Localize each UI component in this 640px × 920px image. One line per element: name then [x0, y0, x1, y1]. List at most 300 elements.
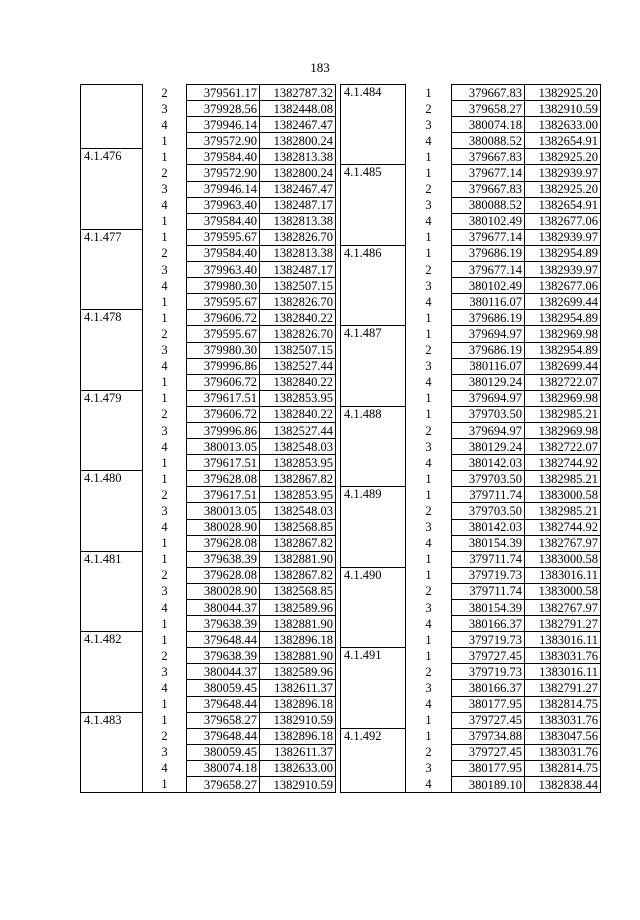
parcel-id-cell: 4.1.481 — [81, 551, 143, 631]
parcel-id-cell: 4.1.480 — [81, 471, 143, 551]
point-number-cell: 3 — [143, 101, 187, 117]
x-coordinate-cell: 379658.27 — [187, 777, 260, 793]
x-coordinate-cell: 379606.72 — [187, 406, 260, 422]
point-number-cell: 1 — [406, 165, 452, 181]
point-number-cell: 2 — [406, 342, 452, 358]
y-coordinate-cell: 1382840.22 — [260, 374, 336, 390]
y-coordinate-cell: 1383031.76 — [525, 744, 601, 760]
y-coordinate-cell: 1382527.44 — [260, 358, 336, 374]
x-coordinate-cell: 379694.97 — [452, 326, 525, 342]
table-row — [81, 310, 336, 326]
table-row — [81, 632, 336, 648]
x-coordinate-cell: 379694.97 — [452, 422, 525, 438]
point-number-cell: 1 — [143, 133, 187, 149]
x-coordinate-cell: 379667.83 — [452, 149, 525, 165]
y-coordinate-cell: 1382939.97 — [525, 262, 601, 278]
x-coordinate-cell: 380028.90 — [187, 519, 260, 535]
x-coordinate-cell: 379648.44 — [187, 728, 260, 744]
y-coordinate-cell: 1382840.22 — [260, 406, 336, 422]
point-number-cell: 1 — [143, 390, 187, 406]
point-number-cell: 1 — [143, 551, 187, 567]
point-number-cell: 4 — [143, 760, 187, 776]
point-number-cell: 1 — [143, 471, 187, 487]
point-number-cell: 3 — [143, 342, 187, 358]
point-number-cell: 1 — [406, 471, 452, 487]
y-coordinate-cell: 1382881.90 — [260, 616, 336, 632]
x-coordinate-cell: 379667.83 — [452, 181, 525, 197]
point-number-cell: 1 — [406, 406, 452, 422]
point-number-cell: 1 — [406, 551, 452, 567]
y-coordinate-cell: 1382813.38 — [260, 213, 336, 229]
y-coordinate-cell: 1382767.97 — [525, 600, 601, 616]
y-coordinate-cell: 1382939.97 — [525, 229, 601, 245]
parcel-id-cell: 4.1.479 — [81, 390, 143, 470]
x-coordinate-cell: 379606.72 — [187, 374, 260, 390]
parcel-id-cell: 4.1.490 — [341, 567, 406, 647]
point-number-cell: 3 — [406, 117, 452, 133]
x-coordinate-cell: 379996.86 — [187, 358, 260, 374]
table-row — [81, 712, 336, 728]
x-coordinate-cell: 379606.72 — [187, 310, 260, 326]
x-coordinate-cell: 380177.95 — [452, 696, 525, 712]
parcel-id-cell: 4.1.483 — [81, 712, 143, 792]
y-coordinate-cell: 1382654.91 — [525, 133, 601, 149]
point-number-cell: 1 — [143, 696, 187, 712]
x-coordinate-cell: 379638.39 — [187, 648, 260, 664]
x-coordinate-cell: 379617.51 — [187, 487, 260, 503]
point-number-cell: 1 — [143, 777, 187, 793]
point-number-cell: 3 — [143, 664, 187, 680]
point-number-cell: 2 — [406, 101, 452, 117]
y-coordinate-cell: 1382939.97 — [525, 165, 601, 181]
x-coordinate-cell: 380129.24 — [452, 374, 525, 390]
x-coordinate-cell: 379686.19 — [452, 342, 525, 358]
table-row — [341, 648, 601, 664]
point-number-cell: 1 — [143, 213, 187, 229]
point-number-cell: 1 — [406, 648, 452, 664]
y-coordinate-cell: 1382925.20 — [525, 149, 601, 165]
y-coordinate-cell: 1382633.00 — [525, 117, 601, 133]
y-coordinate-cell: 1382767.97 — [525, 535, 601, 551]
x-coordinate-cell: 379572.90 — [187, 165, 260, 181]
y-coordinate-cell: 1382677.06 — [525, 213, 601, 229]
parcel-id-cell — [81, 85, 143, 149]
point-number-cell: 4 — [406, 535, 452, 551]
y-coordinate-cell: 1382633.00 — [260, 760, 336, 776]
x-coordinate-cell: 380116.07 — [452, 294, 525, 310]
point-number-cell: 2 — [406, 664, 452, 680]
parcel-id-cell: 4.1.488 — [341, 406, 406, 486]
x-coordinate-cell: 379561.17 — [187, 85, 260, 101]
table-row — [341, 406, 601, 422]
y-coordinate-cell: 1382699.44 — [525, 358, 601, 374]
point-number-cell: 2 — [143, 85, 187, 101]
point-number-cell: 1 — [406, 712, 452, 728]
table-row — [81, 471, 336, 487]
coordinates-table-left — [80, 84, 336, 793]
y-coordinate-cell: 1382699.44 — [525, 294, 601, 310]
x-coordinate-cell: 379928.56 — [187, 101, 260, 117]
y-coordinate-cell: 1383031.76 — [525, 712, 601, 728]
point-number-cell: 2 — [406, 262, 452, 278]
y-coordinate-cell: 1382969.98 — [525, 390, 601, 406]
point-number-cell: 3 — [406, 519, 452, 535]
y-coordinate-cell: 1382814.75 — [525, 696, 601, 712]
y-coordinate-cell: 1382838.44 — [525, 777, 601, 793]
y-coordinate-cell: 1382925.20 — [525, 85, 601, 101]
x-coordinate-cell: 379638.39 — [187, 616, 260, 632]
x-coordinate-cell: 379584.40 — [187, 213, 260, 229]
y-coordinate-cell: 1382467.47 — [260, 117, 336, 133]
y-coordinate-cell: 1382791.27 — [525, 616, 601, 632]
point-number-cell: 2 — [143, 406, 187, 422]
x-coordinate-cell: 379667.83 — [452, 85, 525, 101]
point-number-cell: 2 — [143, 728, 187, 744]
y-coordinate-cell: 1382896.18 — [260, 728, 336, 744]
parcel-id-cell: 4.1.478 — [81, 310, 143, 390]
x-coordinate-cell: 379648.44 — [187, 632, 260, 648]
y-coordinate-cell: 1382467.47 — [260, 181, 336, 197]
x-coordinate-cell: 379711.74 — [452, 487, 525, 503]
point-number-cell: 1 — [406, 326, 452, 342]
y-coordinate-cell: 1382867.82 — [260, 471, 336, 487]
point-number-cell: 3 — [143, 583, 187, 599]
point-number-cell: 4 — [143, 519, 187, 535]
x-coordinate-cell: 379703.50 — [452, 503, 525, 519]
parcel-id-cell: 4.1.476 — [81, 149, 143, 229]
point-number-cell: 1 — [406, 85, 452, 101]
x-coordinate-cell: 380044.37 — [187, 600, 260, 616]
x-coordinate-cell: 379946.14 — [187, 181, 260, 197]
y-coordinate-cell: 1382744.92 — [525, 455, 601, 471]
y-coordinate-cell: 1382954.89 — [525, 310, 601, 326]
table-row — [341, 567, 601, 583]
y-coordinate-cell: 1382611.37 — [260, 680, 336, 696]
x-coordinate-cell: 379584.40 — [187, 149, 260, 165]
point-number-cell: 1 — [143, 535, 187, 551]
x-coordinate-cell: 380166.37 — [452, 616, 525, 632]
table-row — [341, 728, 601, 744]
y-coordinate-cell: 1382813.38 — [260, 245, 336, 261]
y-coordinate-cell: 1382954.89 — [525, 245, 601, 261]
x-coordinate-cell: 380074.18 — [187, 760, 260, 776]
y-coordinate-cell: 1382548.03 — [260, 503, 336, 519]
x-coordinate-cell: 379628.08 — [187, 535, 260, 551]
x-coordinate-cell: 380154.39 — [452, 535, 525, 551]
y-coordinate-cell: 1382589.96 — [260, 600, 336, 616]
x-coordinate-cell: 379638.39 — [187, 551, 260, 567]
y-coordinate-cell: 1382881.90 — [260, 648, 336, 664]
x-coordinate-cell: 379677.14 — [452, 229, 525, 245]
x-coordinate-cell: 379617.51 — [187, 455, 260, 471]
point-number-cell: 3 — [406, 760, 452, 776]
x-coordinate-cell: 379617.51 — [187, 390, 260, 406]
table-row — [341, 487, 601, 503]
x-coordinate-cell: 380116.07 — [452, 358, 525, 374]
y-coordinate-cell: 1382985.21 — [525, 471, 601, 487]
x-coordinate-cell: 379727.45 — [452, 648, 525, 664]
y-coordinate-cell: 1382867.82 — [260, 567, 336, 583]
page-number: 183 — [310, 60, 330, 75]
point-number-cell: 4 — [143, 680, 187, 696]
y-coordinate-cell: 1382800.24 — [260, 165, 336, 181]
y-coordinate-cell: 1382826.70 — [260, 294, 336, 310]
y-coordinate-cell: 1382507.15 — [260, 342, 336, 358]
point-number-cell: 2 — [406, 583, 452, 599]
table-row — [81, 390, 336, 406]
table-row — [341, 85, 601, 101]
y-coordinate-cell: 1382787.32 — [260, 85, 336, 101]
y-coordinate-cell: 1382826.70 — [260, 229, 336, 245]
x-coordinate-cell: 379628.08 — [187, 471, 260, 487]
x-coordinate-cell: 379727.45 — [452, 744, 525, 760]
y-coordinate-cell: 1382896.18 — [260, 632, 336, 648]
point-number-cell: 2 — [406, 181, 452, 197]
point-number-cell: 1 — [406, 229, 452, 245]
parcel-id-cell: 4.1.489 — [341, 487, 406, 567]
point-number-cell: 2 — [143, 326, 187, 342]
y-coordinate-cell: 1382925.20 — [525, 181, 601, 197]
point-number-cell: 4 — [143, 439, 187, 455]
y-coordinate-cell: 1382853.95 — [260, 390, 336, 406]
y-coordinate-cell: 1382722.07 — [525, 374, 601, 390]
x-coordinate-cell: 379686.19 — [452, 310, 525, 326]
x-coordinate-cell: 380074.18 — [452, 117, 525, 133]
x-coordinate-cell: 380059.45 — [187, 680, 260, 696]
point-number-cell: 3 — [143, 262, 187, 278]
y-coordinate-cell: 1382840.22 — [260, 310, 336, 326]
point-number-cell: 3 — [406, 358, 452, 374]
x-coordinate-cell: 379946.14 — [187, 117, 260, 133]
parcel-id-cell: 4.1.491 — [341, 648, 406, 728]
y-coordinate-cell: 1382507.15 — [260, 278, 336, 294]
x-coordinate-cell: 379711.74 — [452, 551, 525, 567]
y-coordinate-cell: 1382881.90 — [260, 551, 336, 567]
y-coordinate-cell: 1383016.11 — [525, 664, 601, 680]
y-coordinate-cell: 1382568.85 — [260, 583, 336, 599]
y-coordinate-cell: 1382813.38 — [260, 149, 336, 165]
x-coordinate-cell: 380088.52 — [452, 133, 525, 149]
point-number-cell: 1 — [143, 149, 187, 165]
point-number-cell: 3 — [143, 181, 187, 197]
x-coordinate-cell: 379996.86 — [187, 422, 260, 438]
x-coordinate-cell: 379595.67 — [187, 294, 260, 310]
point-number-cell: 3 — [406, 197, 452, 213]
y-coordinate-cell: 1383031.76 — [525, 648, 601, 664]
point-number-cell: 2 — [143, 487, 187, 503]
y-coordinate-cell: 1382611.37 — [260, 744, 336, 760]
point-number-cell: 3 — [143, 503, 187, 519]
parcel-id-cell: 4.1.477 — [81, 229, 143, 309]
point-number-cell: 4 — [406, 294, 452, 310]
point-number-cell: 1 — [143, 632, 187, 648]
point-number-cell: 1 — [143, 229, 187, 245]
point-number-cell: 1 — [406, 487, 452, 503]
y-coordinate-cell: 1382910.59 — [260, 712, 336, 728]
y-coordinate-cell: 1382896.18 — [260, 696, 336, 712]
x-coordinate-cell: 379719.73 — [452, 664, 525, 680]
y-coordinate-cell: 1382910.59 — [260, 777, 336, 793]
x-coordinate-cell: 379584.40 — [187, 245, 260, 261]
x-coordinate-cell: 379980.30 — [187, 342, 260, 358]
x-coordinate-cell: 380102.49 — [452, 213, 525, 229]
y-coordinate-cell: 1383000.58 — [525, 551, 601, 567]
x-coordinate-cell: 379572.90 — [187, 133, 260, 149]
y-coordinate-cell: 1382969.98 — [525, 326, 601, 342]
x-coordinate-cell: 379980.30 — [187, 278, 260, 294]
table-row — [81, 149, 336, 165]
point-number-cell: 4 — [143, 358, 187, 374]
y-coordinate-cell: 1383000.58 — [525, 487, 601, 503]
y-coordinate-cell: 1383016.11 — [525, 632, 601, 648]
x-coordinate-cell: 380177.95 — [452, 760, 525, 776]
point-number-cell: 1 — [406, 310, 452, 326]
point-number-cell: 4 — [406, 616, 452, 632]
y-coordinate-cell: 1382568.85 — [260, 519, 336, 535]
point-number-cell: 4 — [143, 197, 187, 213]
x-coordinate-cell: 380129.24 — [452, 439, 525, 455]
table-row — [341, 326, 601, 342]
point-number-cell: 2 — [406, 503, 452, 519]
table-row — [81, 229, 336, 245]
x-coordinate-cell: 380044.37 — [187, 664, 260, 680]
table-row — [81, 85, 336, 101]
point-number-cell: 4 — [406, 455, 452, 471]
point-number-cell: 1 — [406, 245, 452, 261]
table-row — [341, 245, 601, 261]
y-coordinate-cell: 1382985.21 — [525, 406, 601, 422]
y-coordinate-cell: 1382826.70 — [260, 326, 336, 342]
point-number-cell: 2 — [143, 648, 187, 664]
x-coordinate-cell: 379628.08 — [187, 567, 260, 583]
parcel-id-cell: 4.1.487 — [341, 326, 406, 406]
y-coordinate-cell: 1382985.21 — [525, 503, 601, 519]
x-coordinate-cell: 379595.67 — [187, 229, 260, 245]
point-number-cell: 2 — [406, 422, 452, 438]
y-coordinate-cell: 1382867.82 — [260, 535, 336, 551]
point-number-cell: 1 — [143, 455, 187, 471]
x-coordinate-cell: 379694.97 — [452, 390, 525, 406]
point-number-cell: 3 — [406, 680, 452, 696]
point-number-cell: 3 — [406, 439, 452, 455]
y-coordinate-cell: 1382548.03 — [260, 439, 336, 455]
y-coordinate-cell: 1382791.27 — [525, 680, 601, 696]
y-coordinate-cell: 1382853.95 — [260, 455, 336, 471]
x-coordinate-cell: 380028.90 — [187, 583, 260, 599]
y-coordinate-cell: 1382744.92 — [525, 519, 601, 535]
point-number-cell: 2 — [143, 245, 187, 261]
point-number-cell: 3 — [406, 278, 452, 294]
x-coordinate-cell: 380166.37 — [452, 680, 525, 696]
x-coordinate-cell: 379963.40 — [187, 262, 260, 278]
point-number-cell: 3 — [143, 744, 187, 760]
x-coordinate-cell: 380013.05 — [187, 439, 260, 455]
y-coordinate-cell: 1382969.98 — [525, 422, 601, 438]
point-number-cell: 3 — [143, 422, 187, 438]
x-coordinate-cell: 379648.44 — [187, 696, 260, 712]
x-coordinate-cell: 379658.27 — [187, 712, 260, 728]
x-coordinate-cell: 379703.50 — [452, 406, 525, 422]
x-coordinate-cell: 379703.50 — [452, 471, 525, 487]
x-coordinate-cell: 379719.73 — [452, 567, 525, 583]
x-coordinate-cell: 380102.49 — [452, 278, 525, 294]
y-coordinate-cell: 1382654.91 — [525, 197, 601, 213]
point-number-cell: 1 — [143, 294, 187, 310]
point-number-cell: 1 — [143, 310, 187, 326]
point-number-cell: 3 — [406, 600, 452, 616]
y-coordinate-cell: 1383000.58 — [525, 583, 601, 599]
point-number-cell: 1 — [406, 149, 452, 165]
parcel-id-cell: 4.1.485 — [341, 165, 406, 245]
x-coordinate-cell: 380088.52 — [452, 197, 525, 213]
y-coordinate-cell: 1382954.89 — [525, 342, 601, 358]
point-number-cell: 4 — [406, 777, 452, 793]
y-coordinate-cell: 1382527.44 — [260, 422, 336, 438]
y-coordinate-cell: 1382589.96 — [260, 664, 336, 680]
point-number-cell: 4 — [406, 133, 452, 149]
point-number-cell: 4 — [406, 374, 452, 390]
x-coordinate-cell: 380154.39 — [452, 600, 525, 616]
x-coordinate-cell: 380142.03 — [452, 455, 525, 471]
y-coordinate-cell: 1383016.11 — [525, 567, 601, 583]
y-coordinate-cell: 1382487.17 — [260, 197, 336, 213]
point-number-cell: 4 — [406, 213, 452, 229]
point-number-cell: 2 — [143, 567, 187, 583]
point-number-cell: 1 — [143, 712, 187, 728]
x-coordinate-cell: 379727.45 — [452, 712, 525, 728]
y-coordinate-cell: 1382722.07 — [525, 439, 601, 455]
x-coordinate-cell: 380142.03 — [452, 519, 525, 535]
y-coordinate-cell: 1382853.95 — [260, 487, 336, 503]
y-coordinate-cell: 1382800.24 — [260, 133, 336, 149]
y-coordinate-cell: 1382814.75 — [525, 760, 601, 776]
point-number-cell: 1 — [143, 616, 187, 632]
table-row — [341, 165, 601, 181]
coordinates-table-right — [340, 84, 601, 793]
point-number-cell: 1 — [406, 390, 452, 406]
x-coordinate-cell: 379595.67 — [187, 326, 260, 342]
point-number-cell: 4 — [143, 278, 187, 294]
y-coordinate-cell: 1383047.56 — [525, 728, 601, 744]
y-coordinate-cell: 1382487.17 — [260, 262, 336, 278]
x-coordinate-cell: 379658.27 — [452, 101, 525, 117]
y-coordinate-cell: 1382910.59 — [525, 101, 601, 117]
x-coordinate-cell: 379719.73 — [452, 632, 525, 648]
point-number-cell: 2 — [406, 744, 452, 760]
x-coordinate-cell: 379734.88 — [452, 728, 525, 744]
point-number-cell: 4 — [143, 600, 187, 616]
point-number-cell: 4 — [406, 696, 452, 712]
x-coordinate-cell: 380013.05 — [187, 503, 260, 519]
parcel-id-cell: 4.1.482 — [81, 632, 143, 712]
x-coordinate-cell: 379677.14 — [452, 165, 525, 181]
x-coordinate-cell: 379677.14 — [452, 262, 525, 278]
point-number-cell: 1 — [406, 728, 452, 744]
table-row — [81, 551, 336, 567]
x-coordinate-cell: 380059.45 — [187, 744, 260, 760]
y-coordinate-cell: 1382677.06 — [525, 278, 601, 294]
point-number-cell: 4 — [143, 117, 187, 133]
x-coordinate-cell: 379686.19 — [452, 245, 525, 261]
parcel-id-cell: 4.1.486 — [341, 245, 406, 325]
point-number-cell: 1 — [143, 374, 187, 390]
x-coordinate-cell: 380189.10 — [452, 777, 525, 793]
y-coordinate-cell: 1382448.08 — [260, 101, 336, 117]
parcel-id-cell: 4.1.484 — [341, 85, 406, 165]
x-coordinate-cell: 379963.40 — [187, 197, 260, 213]
x-coordinate-cell: 379711.74 — [452, 583, 525, 599]
point-number-cell: 1 — [406, 567, 452, 583]
